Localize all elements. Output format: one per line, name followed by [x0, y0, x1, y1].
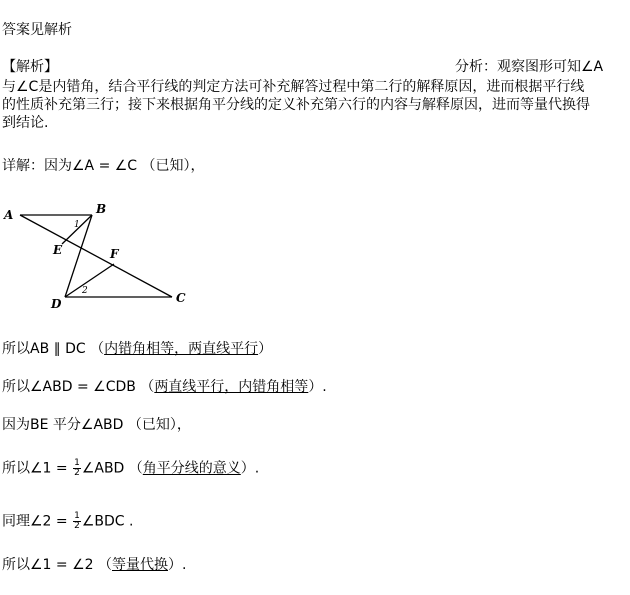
point-f-label: F — [110, 247, 119, 261]
point-b-label: B — [96, 202, 107, 216]
point-c-label: C — [176, 291, 186, 305]
step-1-reason: 内错角相等，两直线平行 — [104, 341, 259, 357]
analysis-line-2: 与∠C是内错角，结合平行线的判定方法可补充解答过程中第二行的解释原因，进而根据平行线 — [2, 79, 585, 95]
analysis-tag: 【解析】 — [2, 59, 58, 75]
point-d-label: D — [51, 297, 62, 311]
step-6-reason: 等量代换 — [112, 557, 168, 573]
step-4: 所以∠1 = $\frac{1}{2}$ ∠ABD （角平分线的意义）. — [2, 458, 260, 478]
point-a-label: A — [4, 208, 14, 222]
fraction-half: $\frac{1}{2}$ — [74, 458, 80, 478]
solution-intro: 详解：因为∠A = ∠C （已知）， — [2, 158, 205, 174]
angle-2-label: 2 — [82, 286, 88, 296]
step-4-reason: 角平分线的意义 — [142, 460, 241, 477]
step-1: 所以AB ∥ DC （内错角相等，两直线平行） — [2, 341, 273, 357]
analysis-line-4: 到结论. — [2, 115, 49, 131]
analysis-label: 分析：观察图形可知∠A — [455, 59, 604, 75]
segment-df — [65, 264, 114, 297]
point-e-label: E — [53, 243, 63, 257]
step-3: 因为BE 平分∠ABD （已知）， — [2, 417, 191, 433]
analysis-line-3: 的性质补充第三行；接下来根据角平分线的定义补充第六行的内容与解释原因，进而等量代换得 — [2, 97, 590, 113]
step-2-reason: 两直线平行，内错角相等 — [154, 379, 309, 395]
fraction-half: $\frac{1}{2}$ — [74, 511, 80, 531]
geometry-figure — [0, 202, 200, 312]
step-5: 同理∠2 = $\frac{1}{2}$ ∠BDC . — [2, 511, 134, 531]
segment-ac — [20, 215, 172, 297]
step-2: 所以∠ABD = ∠CDB （两直线平行，内错角相等）. — [2, 379, 327, 395]
answer-header: 答案见解析 — [2, 22, 72, 38]
angle-1-label: 1 — [74, 220, 80, 230]
step-6: 所以∠1 = ∠2 （等量代换）. — [2, 557, 187, 573]
